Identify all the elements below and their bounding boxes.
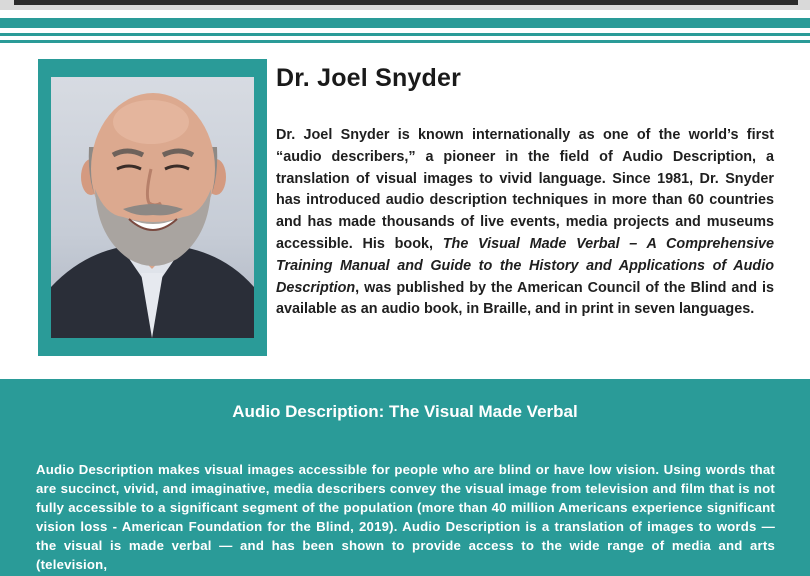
bio-text: Dr. Joel Snyder is known internationally as one of the world’s first “audio describers,” a pioneer in the field of Audio Description, a translation of visual images to vivid language. Since 1981, Dr. Snyder has introduced audio description techniques in more than 60 countries and has made thousands of live events, media projects and museums accessible. His book,	[276, 127, 774, 252]
top-dark-bar	[14, 0, 798, 5]
header-stripe-thin	[0, 40, 810, 43]
header-stripe-thick	[0, 18, 810, 28]
book-title: The Visual Made Verbal – A Comprehensive Training Manual and Guide to the History and Applications of Audio Description	[276, 235, 775, 296]
section-body: Audio Description makes visual images accessible for people who are blind or have low vision. Using words that are succinct, vivid, and imaginative, media describers convey the visual image from television and film that is not fully accessible to a significant segment of the population (more than 40 million Americans experience significant vision loss - American Foundation for the Blind, 2019). Audio Description is a translation of images to words — the visual is made verbal — and has been shown to provide access to the wide range of media and arts (television,	[36, 462, 775, 572]
portrait-photo	[51, 77, 254, 338]
section-title: Audio Description: The Visual Made Verbal	[232, 402, 578, 421]
profile-name: Dr. Joel Snyder	[276, 64, 462, 92]
bio-text-end: , was published by the American Council of the Blind and is available as an audio book, in Braille, and in print in seven languages.	[276, 279, 774, 318]
portrait-frame	[38, 59, 267, 356]
header-stripe-thin	[0, 33, 810, 36]
portrait-illustration	[51, 77, 254, 338]
profile-bio	[276, 125, 774, 321]
top-border-band	[0, 0, 810, 10]
